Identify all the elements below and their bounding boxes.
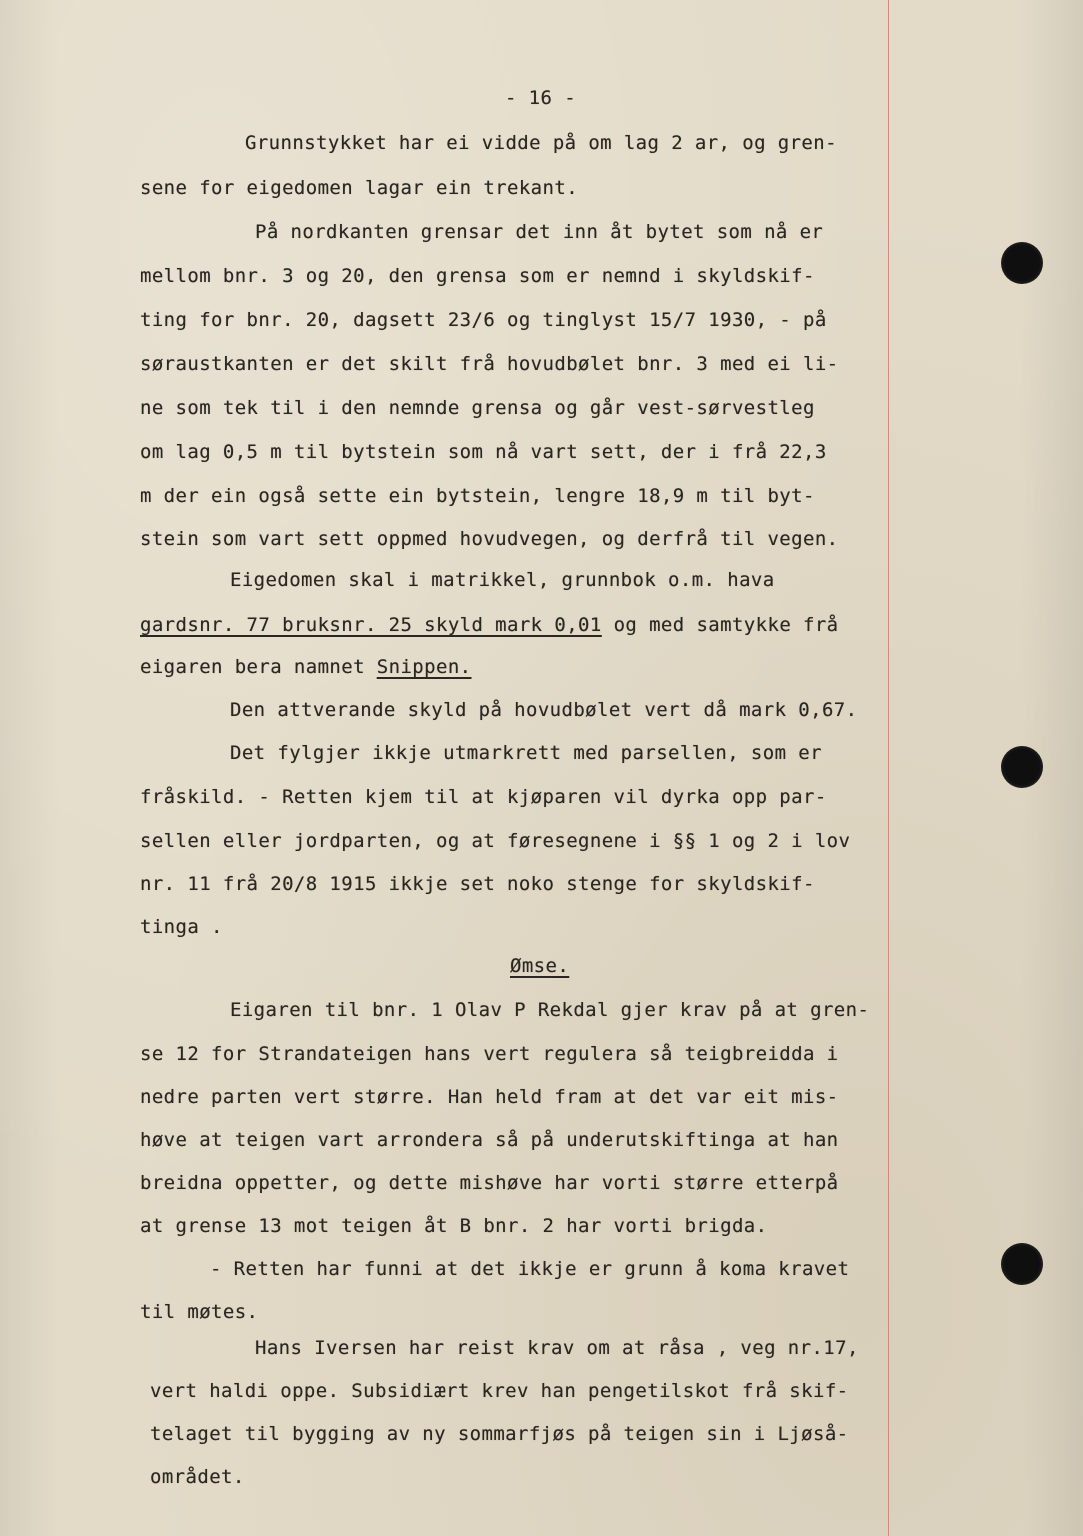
text-line: søraustkanten er det skilt frå hovudbølet bnr. 3 med ei li- xyxy=(140,353,839,375)
text-line: fråskild. - Retten kjem til at kjøparen vil dyrka opp par- xyxy=(140,786,827,808)
text-line: ne som tek til i den nemnde grensa og går vest-sørvestleg xyxy=(140,397,815,419)
text-line: se 12 for Strandateigen hans vert regulera så teigbreidda i xyxy=(140,1043,839,1065)
text-line: om lag 0,5 m til bytstein som nå vart sett, der i frå 22,3 xyxy=(140,441,827,463)
text-line: sene for eigedomen lagar ein trekant. xyxy=(140,177,579,199)
text-line: sellen eller jordparten, og at føresegnene i §§ 1 og 2 i lov xyxy=(140,830,851,852)
underlined-text: gardsnr. 77 bruksnr. 25 skyld mark 0,01 xyxy=(140,614,602,636)
text-line xyxy=(140,613,839,637)
text-line: - Retten har funni at det ikkje er grunn å koma kravet xyxy=(210,1258,850,1280)
text-segment: eigaren bera namnet xyxy=(140,656,377,678)
text-line: stein som vart sett oppmed hovudvegen, og derfrå til vegen. xyxy=(140,528,839,550)
text-line: telaget til bygging av ny sommarfjøs på teigen sin i Ljøså- xyxy=(150,1423,849,1445)
text-line: Grunnstykket har ei vidde på om lag 2 ar, og gren- xyxy=(245,132,837,154)
text-line: Hans Iversen har reist krav om at råsa , veg nr.17, xyxy=(255,1337,859,1359)
text-line: vert haldi oppe. Subsidiært krev han pengetilskot frå skif- xyxy=(150,1380,849,1402)
property-name: Snippen. xyxy=(376,656,472,678)
text-line: området. xyxy=(150,1466,245,1488)
text-line: tinga . xyxy=(140,916,223,938)
text-line: nedre parten vert større. Han held fram at det var eit mis- xyxy=(140,1086,839,1108)
text-line: høve at teigen vart arrondera så på underutskiftinga at han xyxy=(140,1129,839,1151)
section-heading: Ømse. xyxy=(510,955,570,977)
text-line: at grense 13 mot teigen åt B bnr. 2 har vorti brigda. xyxy=(140,1215,768,1237)
page-number: - 16 - xyxy=(505,87,577,109)
text-segment: og med samtykke frå xyxy=(601,614,839,636)
text-line: breidna oppetter, og dette mishøve har vorti større etterpå xyxy=(140,1172,839,1194)
text-line: På nordkanten grensar det inn åt bytet som nå er xyxy=(255,221,824,243)
text-line: m der ein også sette ein bytstein, lengre 18,9 m til byt- xyxy=(140,485,815,507)
text-line: Det fylgjer ikkje utmarkrett med parsellen, som er xyxy=(230,742,822,764)
text-line: mellom bnr. 3 og 20, den grensa som er nemnd i skyldskif- xyxy=(140,265,815,287)
text-line: Den attverande skyld på hovudbølet vert då mark 0,67. xyxy=(230,699,858,721)
text-line: Eigaren til bnr. 1 Olav P Rekdal gjer krav på at gren- xyxy=(230,999,870,1021)
text-line: til møtes. xyxy=(140,1301,259,1323)
text-line: Eigedomen skal i matrikkel, grunnbok o.m. hava xyxy=(230,569,775,591)
text-line xyxy=(140,655,472,679)
text-line: ting for bnr. 20, dagsett 23/6 og tinglyst 15/7 1930, - på xyxy=(140,309,827,331)
text-line: nr. 11 frå 20/8 1915 ikkje set noko stenge for skyldskif- xyxy=(140,873,815,895)
